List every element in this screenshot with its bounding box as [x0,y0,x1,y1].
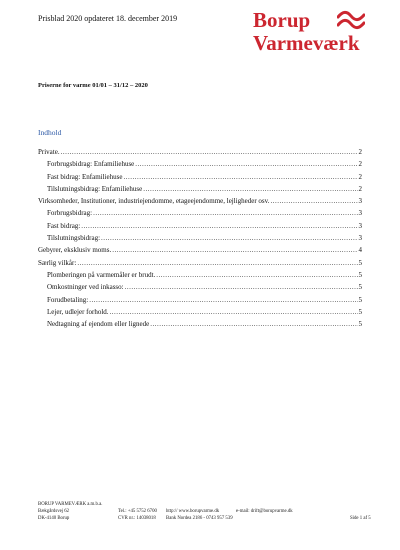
document-footer [38,501,371,522]
toc-entry-page: 2 [358,184,362,193]
toc-entry-page: 3 [358,209,362,218]
toc-entry[interactable] [38,146,362,158]
document-header-title: Prisblad 2020 opdateret 18. december 2019 [38,14,178,23]
footer-cvr: CVR nr.: 14038018 [118,516,156,521]
logo-text-line-2: Varmeværk [253,31,360,55]
toc-dot-leader [77,257,357,269]
toc-entry[interactable] [38,183,362,195]
toc-dot-leader [123,171,357,183]
toc-entry[interactable] [38,171,362,183]
toc-entry[interactable] [38,244,362,256]
waves-icon [337,10,365,30]
toc-entry-label: Fast bidrag: Enfamiliehuse [47,172,123,181]
toc-dot-leader [135,158,357,170]
toc-entry[interactable] [38,257,362,269]
toc-entry-page: 3 [358,197,362,206]
toc-entry[interactable] [38,232,362,244]
footer-street: Bækgårdsvej 62 [38,509,70,514]
toc-dot-leader [156,269,357,281]
toc-entry-page: 5 [358,283,362,292]
toc-entry[interactable] [38,195,362,207]
toc-entry-label: Forbrugsbidrag: Enfamiliehuse [47,160,135,169]
toc-entry-page: 4 [358,246,362,255]
toc-entry[interactable] [38,220,362,232]
footer-row-1 [38,501,368,508]
toc-dot-leader [101,232,357,244]
table-of-contents [38,146,362,330]
toc-dot-leader [270,195,357,207]
toc-dot-leader [81,220,357,232]
toc-dot-leader [89,294,357,306]
toc-dot-leader [61,146,358,158]
toc-entry[interactable] [38,158,362,170]
footer-page-number: Side 1 af 5 [350,516,371,521]
toc-entry-label: Fast bidrag: [47,221,81,230]
toc-entry-label: Tilslutningsbidrag: Enfamiliehuse [47,184,143,193]
toc-entry-label: Plomberingen på varmemåler er brudt. [47,270,156,279]
toc-entry-page: 5 [358,307,362,316]
toc-entry[interactable] [38,306,362,318]
toc-entry-label: Lejer, udlejer forhold. [47,307,109,316]
toc-entry-label: Særlig vilkår: [38,258,77,267]
toc-dot-leader [110,306,358,318]
toc-entry-page: 5 [358,320,362,329]
toc-entry-page: 3 [358,221,362,230]
toc-entry-label: Tilslutningsbidrag: [47,234,101,243]
toc-entry[interactable] [38,269,362,281]
footer-bank: Bank Nordea 2186 - 0743 957 539 [166,516,233,521]
toc-dot-leader [150,318,357,330]
toc-entry-page: 5 [358,295,362,304]
toc-entry-page: 3 [358,234,362,243]
toc-entry-label: Forbrugsbidrag: [47,209,93,218]
toc-dot-leader [125,281,358,293]
company-logo [253,8,383,58]
toc-entry-label: Private. [38,148,60,156]
toc-dot-leader [112,244,357,256]
toc-entry-label: Nedtagning af ejendom eller lignede [47,320,150,329]
toc-entry-label: Virksomheder, Institutioner, industriejendomme, etageejendomme, lejligheder osv. [38,197,270,206]
toc-entry[interactable] [38,207,362,219]
footer-tel: Tel.: +45 5752 6700 [118,509,157,514]
footer-email[interactable]: e-mail: drift@borupvarme.dk [236,509,293,514]
footer-row-2 [38,508,368,515]
toc-entry-page: 2 [358,148,362,156]
toc-entry[interactable] [38,281,362,293]
footer-web[interactable]: http:// www.borupvarme.dk [166,509,220,514]
toc-entry[interactable] [38,318,362,330]
toc-dot-leader [93,207,357,219]
toc-entry-label: Gebyrer, eksklusiv moms. [38,246,112,255]
toc-entry-page: 2 [358,160,362,169]
toc-dot-leader [143,183,357,195]
footer-city: DK-4140 Borup [38,516,70,521]
toc-entry-page: 5 [358,270,362,279]
toc-entry-label: Forudbetaling: [47,295,89,304]
toc-entry-label: Omkostninger ved inkasso: [47,283,124,292]
toc-heading: Indhold [38,128,62,137]
toc-entry-page: 2 [358,172,362,181]
logo-text-line-1: Borup [253,8,311,32]
toc-entry[interactable] [38,294,362,306]
footer-row-3 [38,515,371,522]
footer-company: BORUP VARMEVÆRK a.m.b.a. [38,502,103,507]
toc-entry-page: 5 [358,258,362,267]
price-period-heading: Priserne for varme 01/01 – 31/12 – 2020 [38,82,148,89]
